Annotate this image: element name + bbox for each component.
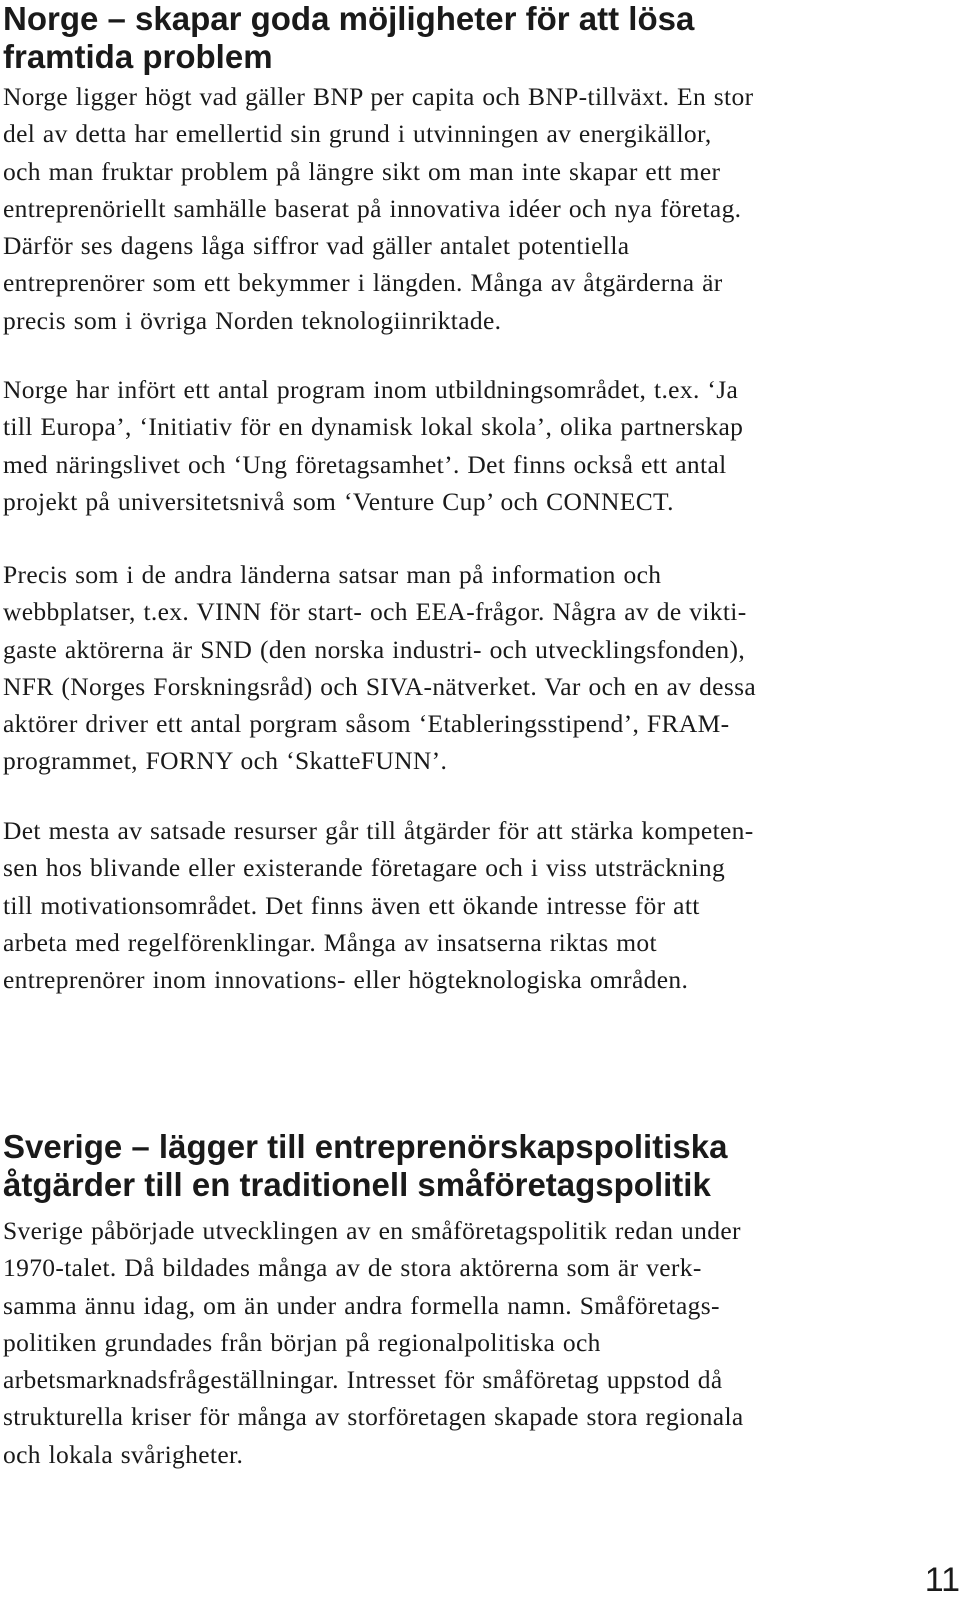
page-number: 11: [924, 1561, 960, 1599]
paragraph-norge-2: Norge har infört ett antal program inom utbildningsområdet, t.ex. ‘Ja till Europa’, ‘Initiativ för en dynamisk lokal skola’, olika partnerskap med näringslivet och ‘Ung företagsamhet’. Det finns också ett antal projekt på universitetsnivå som ‘Venture Cup’ och CONNECT.: [3, 375, 744, 516]
paragraph-norge-4: Det mesta av satsade resurser går till åtgärder för att stärka kompeten- sen hos blivande eller existerande företagare och i viss utsträckning till motivationsområdet. Det finns även ett ökande intresse för att arbeta med regelförenklingar. Många av insatserna riktas mot entreprenörer inom innovations- eller högteknologiska områden.: [3, 816, 754, 995]
paragraph-sverige-1: Sverige påbörjade utvecklingen av en småföretagspolitik redan under 1970-talet. Då bildades många av de stora aktörerna som är verk- samma ännu idag, om än under andra formella namn. Småföretags- politiken grundades från början på regionalpolitiska och arbetsmarknadsfrågeställningar. Intresset för småföretag uppstod då strukturella kriser för många av storföretagen skapade stora regionala och lokala svårigheter.: [3, 1216, 744, 1469]
paragraph-norge-3: Precis som i de andra länderna satsar man på information och webbplatser, t.ex. VINN för start- och EEA-frågor. Några av de vikti- gaste aktörerna är SND (den norska industri- och utvecklingsfonden), NFR (Norges Forskningsråd) och SIVA-nätverket. Var och en av dessa aktörer driver ett antal porgram såsom ‘Etableringsstipend’, FRAM- programmet, FORNY och ‘SkatteFUNN’.: [3, 560, 757, 776]
section-heading-sverige: Sverige – lägger till entreprenörskapspolitiska åtgärder till en traditionell småföretagspolitik: [3, 1128, 728, 1203]
paragraph-norge-1: Norge ligger högt vad gäller BNP per capita och BNP-tillväxt. En stor del av detta har emellertid sin grund i utvinningen av energikällor, och man fruktar problem på längre sikt om man inte skapar ett mer entreprenöriellt samhälle baserat på innovativa idéer och nya företag. Därför ses dagens låga siffror vad gäller antalet potentiella entreprenörer som ett bekymmer i längden. Många av åtgärderna är precis som i övriga Norden teknologiinriktade.: [3, 82, 754, 335]
section-heading-norge: Norge – skapar goda möjligheter för att lösa framtida problem: [3, 0, 695, 75]
